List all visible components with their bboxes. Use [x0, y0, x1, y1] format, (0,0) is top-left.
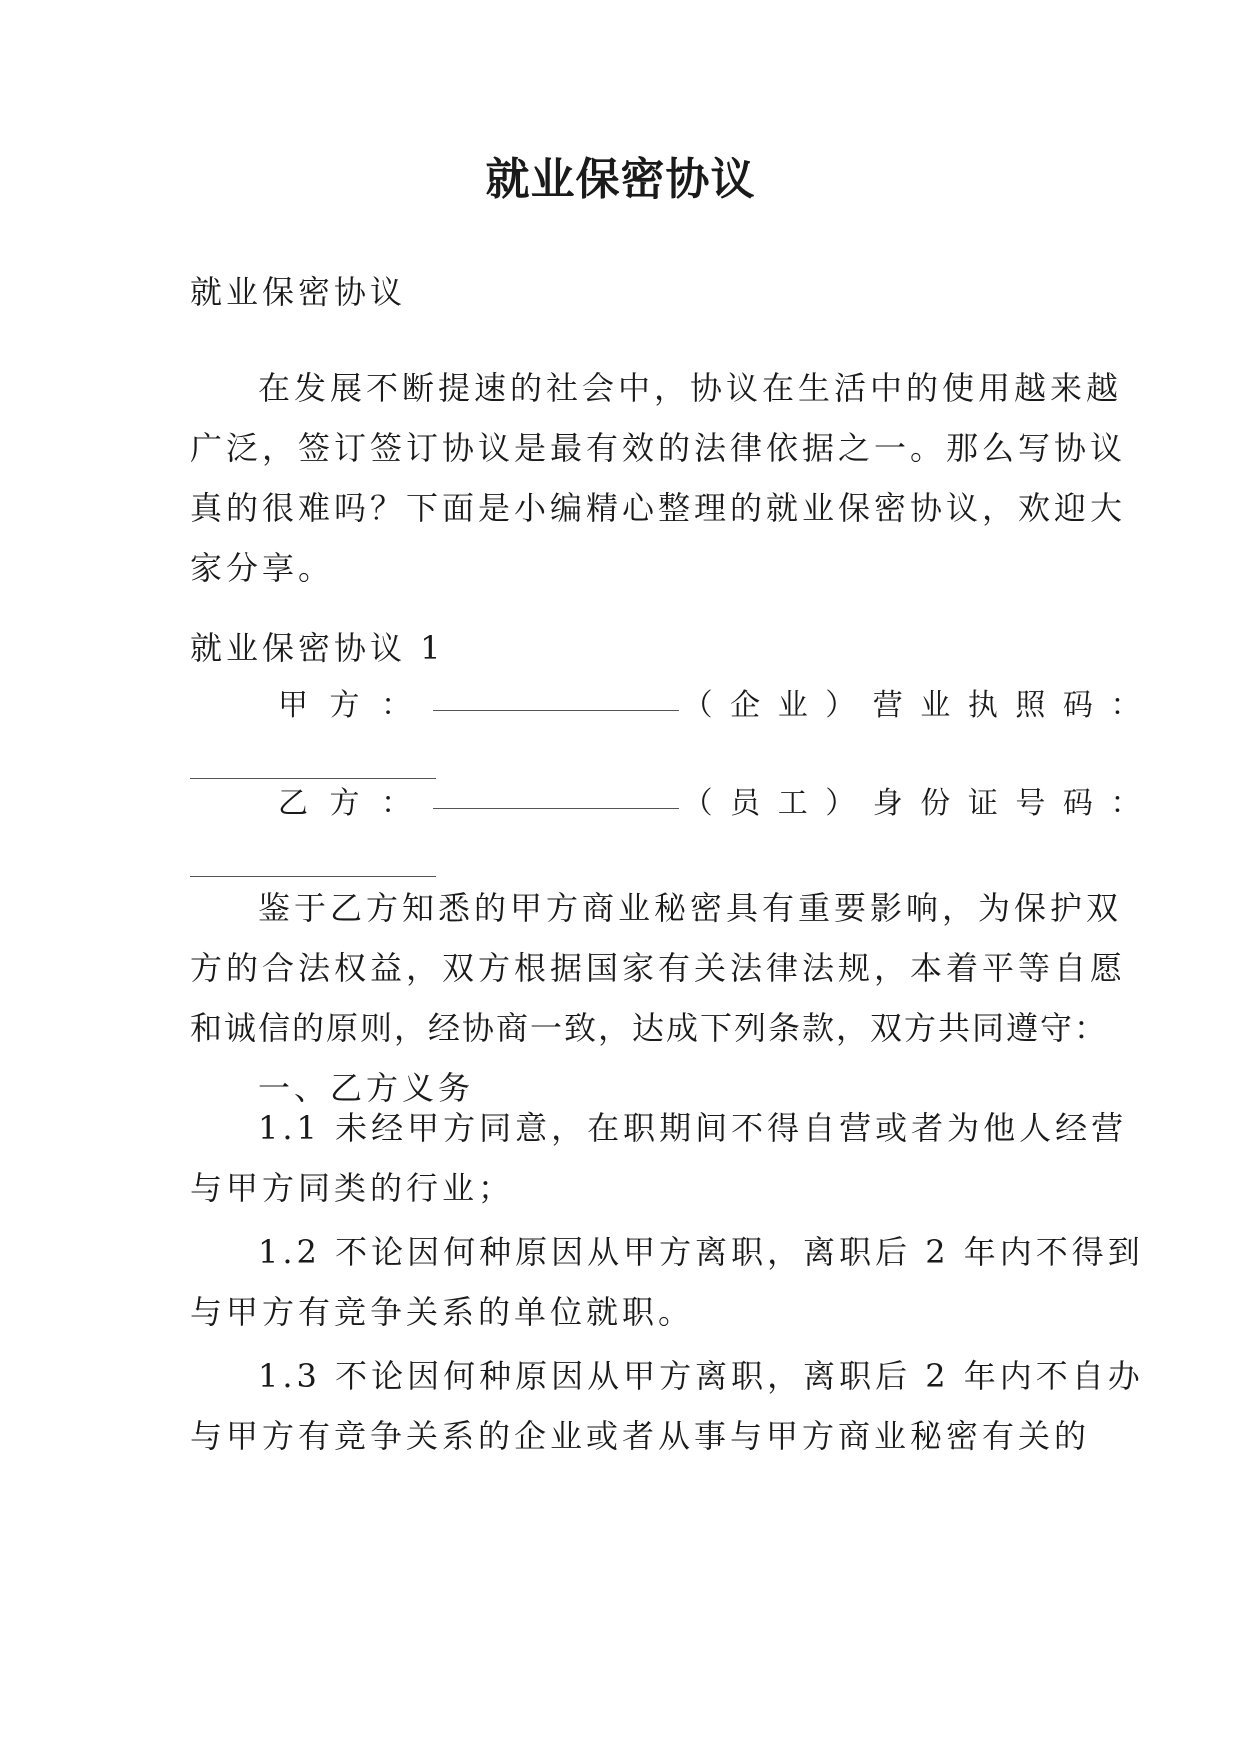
intro-line: 广泛，签订签订协议是最有效的法律依据之一。那么写协议: [190, 429, 1127, 467]
document-subtitle: 就业保密协议: [190, 273, 407, 311]
clause-heading: 一、乙方义务: [258, 1069, 475, 1107]
clause-line: 1.1 未经甲方同意，在职期间不得自营或者为他人经营: [258, 1109, 1128, 1147]
party-a-line: [190, 676, 1145, 736]
clause-1-3: [190, 1346, 1144, 1466]
clause-line: 1.3 不论因何种原因从甲方离职，离职后 2 年内不自办: [258, 1357, 1144, 1395]
party-b-name-blank: [433, 808, 679, 809]
party-b-line: [190, 774, 1145, 834]
party-a-label: 甲 方 ：: [278, 688, 418, 723]
intro-line: 在发展不断提速的社会中，协议在生活中的使用越来越: [258, 369, 1123, 407]
clause-line: 1.2 不论因何种原因从甲方离职，离职后 2 年内不得到: [258, 1233, 1144, 1271]
party-a-suffix: （ 企 业 ） 营 业 执 照 码 ：: [682, 688, 1145, 723]
clause-1-1: [190, 1098, 1128, 1218]
party-b-suffix: （ 员 工 ） 身 份 证 号 码 ：: [682, 786, 1145, 821]
preamble-line: 方的合法权益，双方根据国家有关法律法规，本着平等自愿: [190, 949, 1127, 987]
party-a-name-blank: [433, 710, 679, 711]
preamble-paragraph: [190, 878, 1127, 1118]
clause-line: 与甲方有竞争关系的企业或者从事与甲方商业秘密有关的: [190, 1417, 1091, 1455]
preamble-line: 和诚信的原则，经协商一致，达成下列条款，双方共同遵守：: [190, 1009, 1109, 1047]
section-heading: 就业保密协议 1: [190, 629, 445, 667]
clause-line: 与甲方有竞争关系的单位就职。: [190, 1293, 695, 1331]
intro-paragraph: [190, 358, 1127, 598]
party-b-label: 乙 方 ：: [278, 786, 418, 821]
intro-line: 家分享。: [190, 549, 335, 587]
document-title: 就业保密协议: [485, 154, 756, 205]
preamble-line: 鉴于乙方知悉的甲方商业秘密具有重要影响，为保护双: [258, 889, 1123, 927]
party-b-id-blank: [190, 876, 436, 877]
clause-line: 与甲方同类的行业；: [190, 1169, 515, 1207]
clause-1-2: [190, 1222, 1144, 1342]
intro-line: 真的很难吗？下面是小编精心整理的就业保密协议，欢迎大: [190, 489, 1127, 527]
